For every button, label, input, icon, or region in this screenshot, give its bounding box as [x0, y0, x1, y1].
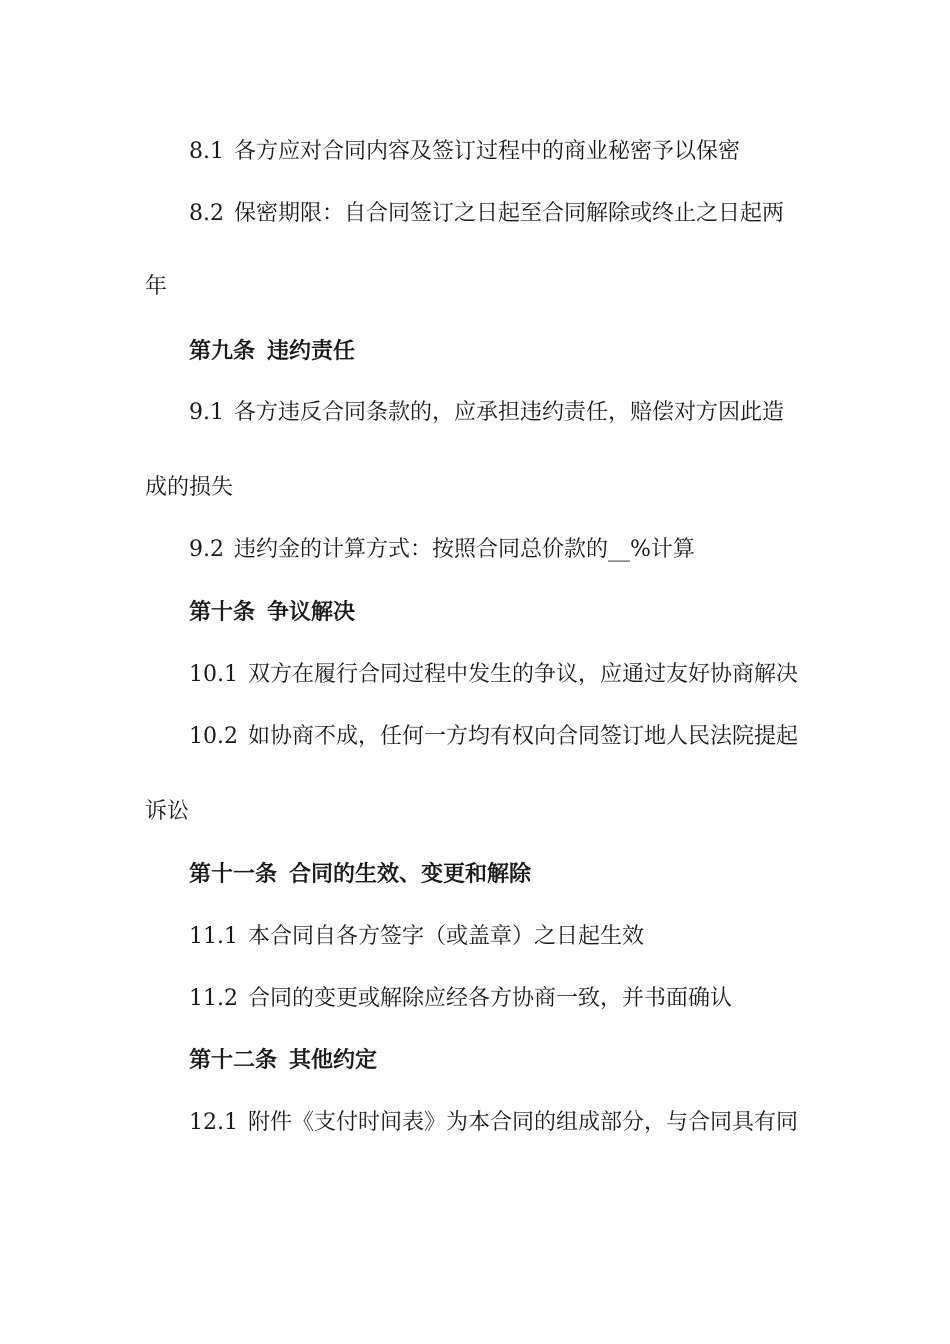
- clause-10-2-continuation: 诉讼: [145, 799, 190, 824]
- clause-number: 9.1: [189, 400, 224, 425]
- article-title: 争议解决: [267, 600, 356, 625]
- clause-number: 10.1: [189, 662, 238, 687]
- clause-text: 各方应对合同内容及签订过程中的商业秘密予以保密: [234, 139, 741, 164]
- clause-12-1: [189, 1108, 798, 1138]
- article-label: 第九条: [189, 339, 256, 364]
- clause-11-1: [189, 922, 644, 952]
- article-title: 违约责任: [267, 339, 356, 364]
- clause-text: 双方在履行合同过程中发生的争议，应通过友好协商解决: [247, 662, 798, 687]
- article-title: 合同的生效、变更和解除: [289, 862, 532, 887]
- article-label: 第十一条: [189, 862, 278, 887]
- clause-number: 11.2: [189, 986, 238, 1011]
- clause-text: 本合同自各方签字（或盖章）之日起生效: [247, 924, 644, 949]
- clause-10-1: [189, 660, 798, 690]
- clause-8-1: [189, 137, 740, 167]
- clause-number: 8.1: [189, 139, 224, 164]
- clause-8-2-continuation: 年: [145, 274, 168, 299]
- clause-text: 各方违反合同条款的，应承担违约责任，赔偿对方因此造: [234, 400, 785, 425]
- clause-number: 9.2: [189, 537, 224, 562]
- clause-10-2: [189, 722, 798, 752]
- clause-number: 12.1: [189, 1110, 238, 1135]
- clause-9-1-continuation: 成的损失: [145, 475, 234, 500]
- article-title: 其他约定: [289, 1048, 378, 1073]
- clause-text: 保密期限：自合同签订之日起至合同解除或终止之日起两: [234, 201, 785, 226]
- clause-11-2: [189, 984, 732, 1014]
- clause-8-2: [189, 199, 784, 229]
- article-11-heading: [189, 860, 531, 890]
- article-label: 第十条: [189, 600, 256, 625]
- clause-text: 违约金的计算方式：按照合同总价款的__%计算: [234, 537, 695, 562]
- article-9-heading: [189, 337, 355, 367]
- clause-number: 8.2: [189, 201, 224, 226]
- clause-text: 附件《支付时间表》为本合同的组成部分，与合同具有同: [247, 1110, 798, 1135]
- article-12-heading: [189, 1046, 377, 1076]
- clause-text: 如协商不成，任何一方均有权向合同签订地人民法院提起: [247, 724, 798, 749]
- article-10-heading: [189, 598, 355, 628]
- clause-number: 10.2: [189, 724, 238, 749]
- clause-number: 11.1: [189, 924, 238, 949]
- clause-9-2: [189, 535, 695, 565]
- clause-text: 合同的变更或解除应经各方协商一致，并书面确认: [247, 986, 732, 1011]
- article-label: 第十二条: [189, 1048, 278, 1073]
- clause-9-1: [189, 398, 784, 428]
